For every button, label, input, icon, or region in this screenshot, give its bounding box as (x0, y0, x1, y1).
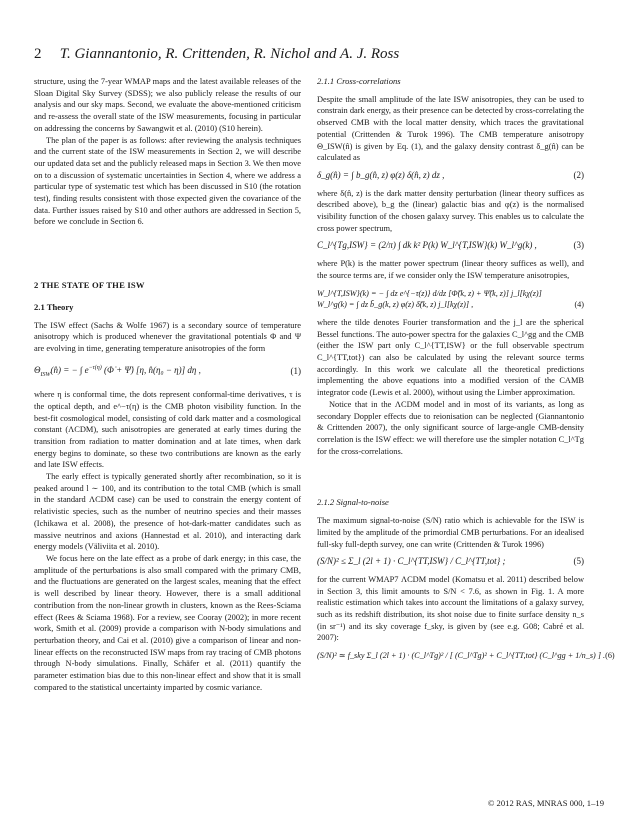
signal-to-noise-paragraph-1: The maximum signal-to-noise (S/N) ratio which is achievable for the ISW is limited by the amplitude of the primordial CMB perturbations. For an idealised full-sky full-depth survey, one can write (Crittenden & Turok 1996) (317, 516, 584, 549)
cross-correlation-paragraph-2: where δ(n̂, z) is the dark matter density perturbation (linear theory suffices as described above), b_g the (linear) galactic bias and φ(z) is the normalised visibility function of the chosen galaxy survey. This enables us to calculate the cross power spectrum, (317, 188, 584, 233)
equation-5-number: (5) (573, 556, 584, 567)
eq1-lhs: Θ (34, 364, 41, 375)
equation-4-number: (4) (574, 300, 584, 310)
equation-6-body: (S/N)² ≃ f_sky Σ_l (2l + 1) · (C_l^Tg)² / [ (C_l^Tg)² + C_l^{TT,tot} (C_l^gg + 1/n_s) ] . (317, 651, 606, 661)
cross-correlation-paragraph-3: where P(k) is the matter power spectrum (linear theory suffices as well), and the source terms are, if we consider only the ISW temperature anisotropies, (317, 259, 584, 280)
equation-4a-body: W_l^{T,ISW}(k) = − ∫ dz e^{−τ(z)} d/dz [Φ̃(k, z) + Ψ̃(k, z)] j_l[kχ(z)] (317, 288, 542, 298)
equation-2-number: (2) (573, 169, 584, 180)
cross-correlation-paragraph-5: Notice that in the ΛCDM model and in most of its variants, as long as secondary Doppler effects due to reionisation can be neglected (Giannantonio & Crittenden 2007), the only significant source of large-angle CMB-density correlation is the ISW effect: we will therefore use the simpler notation C_l^Tg for the cross-correlations. (317, 399, 584, 456)
theory-paragraph-1: The ISW effect (Sachs & Wolfe 1967) is a secondary source of temperature anisotropy which is produced whenever the gravitational potentials Φ and Ψ are evolving in time, generating temperature anisotropies of the form (34, 320, 301, 353)
equation-4a (317, 288, 584, 300)
equation-1 (34, 363, 301, 382)
theory-paragraph-3: The early effect is typically generated shortly after recombination, so it is peaked around l ∼ 100, and its contribution to the total CMB (which is small in the standard ΛCDM case) can be used to constrain the energy content of relativistic species, such as the number of neutrino species and their masses (Ichikawa et al. 2008), the presence of hot-dark-matter candidates such as massive neutrinos and axions (Hannestad et al. 2010), and interacting dark energy models (Väliviita et al. 2010). (34, 472, 301, 552)
page-number: 2 (34, 46, 42, 62)
equation-1-number: (1) (290, 366, 301, 377)
equation-3 (317, 240, 584, 252)
equation-4b (317, 299, 584, 311)
intro-paragraph-2: The plan of the paper is as follows: after reviewing the analysis techniques and the current state of the ISW measurements in Section 2, we will describe our updated data set and the publicly released maps in Section 3. We then move on to a discussion of systematic uncertainties in Section 4, where we address a particular type of systematic test which has been discussed in S10 (the rotation test), finding results consistent with those expected given the covariance of the data. Further issues raised by S10 and other authors are addressed in Section 5, before we conclude in Section 6. (34, 135, 301, 227)
theory-paragraph-4: We focus here on the late effect as a probe of dark energy; in this case, the amplitude of the perturbations is also small compared with the primary CMB, and the fluctuations are generated on the largest scales, meaning that the effect is well described by linear theory. However, there is a small additional contribution from the non-linear growth in clusters, known as the Rees-Sciama effect (Rees & Sciama 1968). For a review, see Cooray (2002); in more recent work, Smith et al. (2009) provide a comparison with N-body simulations and perturbation theory, and Cai et al. (2010) give a comparison of linear and non-linear effects on the reconstructed ISW maps from ray tracing of CMB photons through N-body simulations. Finally, Schäfer et al. (2011) quantify the parameter estimation bias due to this non-linear effect and show that it is small compared to the statistical uncertainty imparted by cosmic variance. (34, 554, 301, 692)
section-heading: 2 THE STATE OF THE ISW (34, 280, 145, 291)
eq1-subscript: ISW (40, 371, 51, 378)
copyright-footer: © 2012 RAS, MNRAS 000, 1–19 (487, 798, 604, 808)
page-header (34, 46, 604, 63)
intro-paragraph-1: structure, using the 7-year WMAP maps and the latest available releases of the Sloan Digital Sky Survey (SDSS); we also publicly release the results of our analysis and our sky maps. Second, we evaluate the above-mentioned criticism and re-assess the overall state of the ISW measurements, focusing in particular on addressing the concerns by Sawangwit et al. (2010) (S10 herein). (34, 77, 301, 133)
equation-5 (317, 556, 584, 568)
equation-6 (317, 650, 615, 662)
running-title: T. Giannantonio, R. Crittenden, R. Nichol and A. J. Ross (59, 46, 400, 62)
theory-paragraph-2: where η is conformal time, the dots represent conformal-time derivatives, τ is the optical depth, and e^−τ(η) is the CMB photon visibility function. In the best-fit cosmological model, consisting of cold dark matter and a cosmological constant (ΛCDM), such anisotropies are generated at early times during the transition from radiation to matter domination and at late times, when dark energy begins to dominate, so these two contributions are known as the early and late ISW effects. (34, 390, 301, 470)
right-column (317, 76, 615, 662)
equation-5-body: (S/N)² ≤ Σ_l (2l + 1) · C_l^{TT,ISW} / C_l^{TT,tot} ; (317, 556, 506, 567)
subsubsection-heading-2: 2.1.2 Signal-to-noise (317, 497, 389, 508)
equation-3-body: C_l^{Tg,ISW} = (2/π) ∫ dk k² P(k) W_l^{T,ISW}(k) W_l^g(k) , (317, 240, 537, 251)
cross-correlation-paragraph-4: where the tilde denotes Fourier transformation and the j_l are the spherical Bessel functions. The auto-power spectra for the galaxies C_l^gg and the CMB (either the ISW part only C_l^{TT,ISW} or the full observable spectrum C_l^{TT,tot}) can also be calculated by using the relevant source terms accordingly. In this work we calculate all the theoretical predictions implementing the above equations into a modified version of the CAMB integrator code (Lewis et al. 2000), without using the Limber approximation. (317, 317, 584, 398)
equation-6-number: (6) (605, 651, 615, 661)
equation-2-body: δ_g(n̂) = ∫ b_g(n̂, z) φ(z) δ(n̂, z) dz , (317, 169, 445, 180)
left-column (34, 76, 301, 693)
subsubsection-heading-1: 2.1.1 Cross-correlations (317, 76, 401, 86)
cross-correlation-paragraph-1: Despite the small amplitude of the late ISW anisotropies, they can be used to constrain dark energy, as their presence can be detected by cross-correlating the observed CMB with the local matter density, which traces the gravitational potential (Crittenden & Turok 1996). The CMB temperature anisotropy Θ_ISW(n̂) is given by Eq. (1), and the galaxy density contrast δ_g(n̂) can be calculated as (317, 94, 584, 163)
subsection-heading: 2.1 Theory (34, 301, 74, 312)
eq1-superscript: −τ(η) (88, 364, 102, 371)
signal-to-noise-paragraph-2: for the current WMAP7 ΛCDM model (Komatsu et al. 2011) described below in Section 3, this limit amounts to S/N < 7.6, as shown in Fig. 1. A more realistic estimation which takes into account the limitations of a galaxy survey, such as its redshift distribution, its shot noise due to finite surface density n_s (in sr⁻¹) and its sky coverage f_sky, is given by (see e.g. G08; Cabré et al. 2007): (317, 574, 584, 643)
equation-3-number: (3) (573, 240, 584, 251)
equation-4b-body: W_l^g(k) = ∫ dz b̃_g(k, z) φ(z) δ̃(k, z) j_l[kχ(z)] , (317, 300, 474, 310)
eq1-body: (n̂) = − ∫ e (50, 364, 89, 375)
equation-2 (317, 170, 584, 182)
eq1-rest: (Φ̇ + Ψ̇) [η, n̂(η₀ − η)] dη , (104, 364, 201, 375)
